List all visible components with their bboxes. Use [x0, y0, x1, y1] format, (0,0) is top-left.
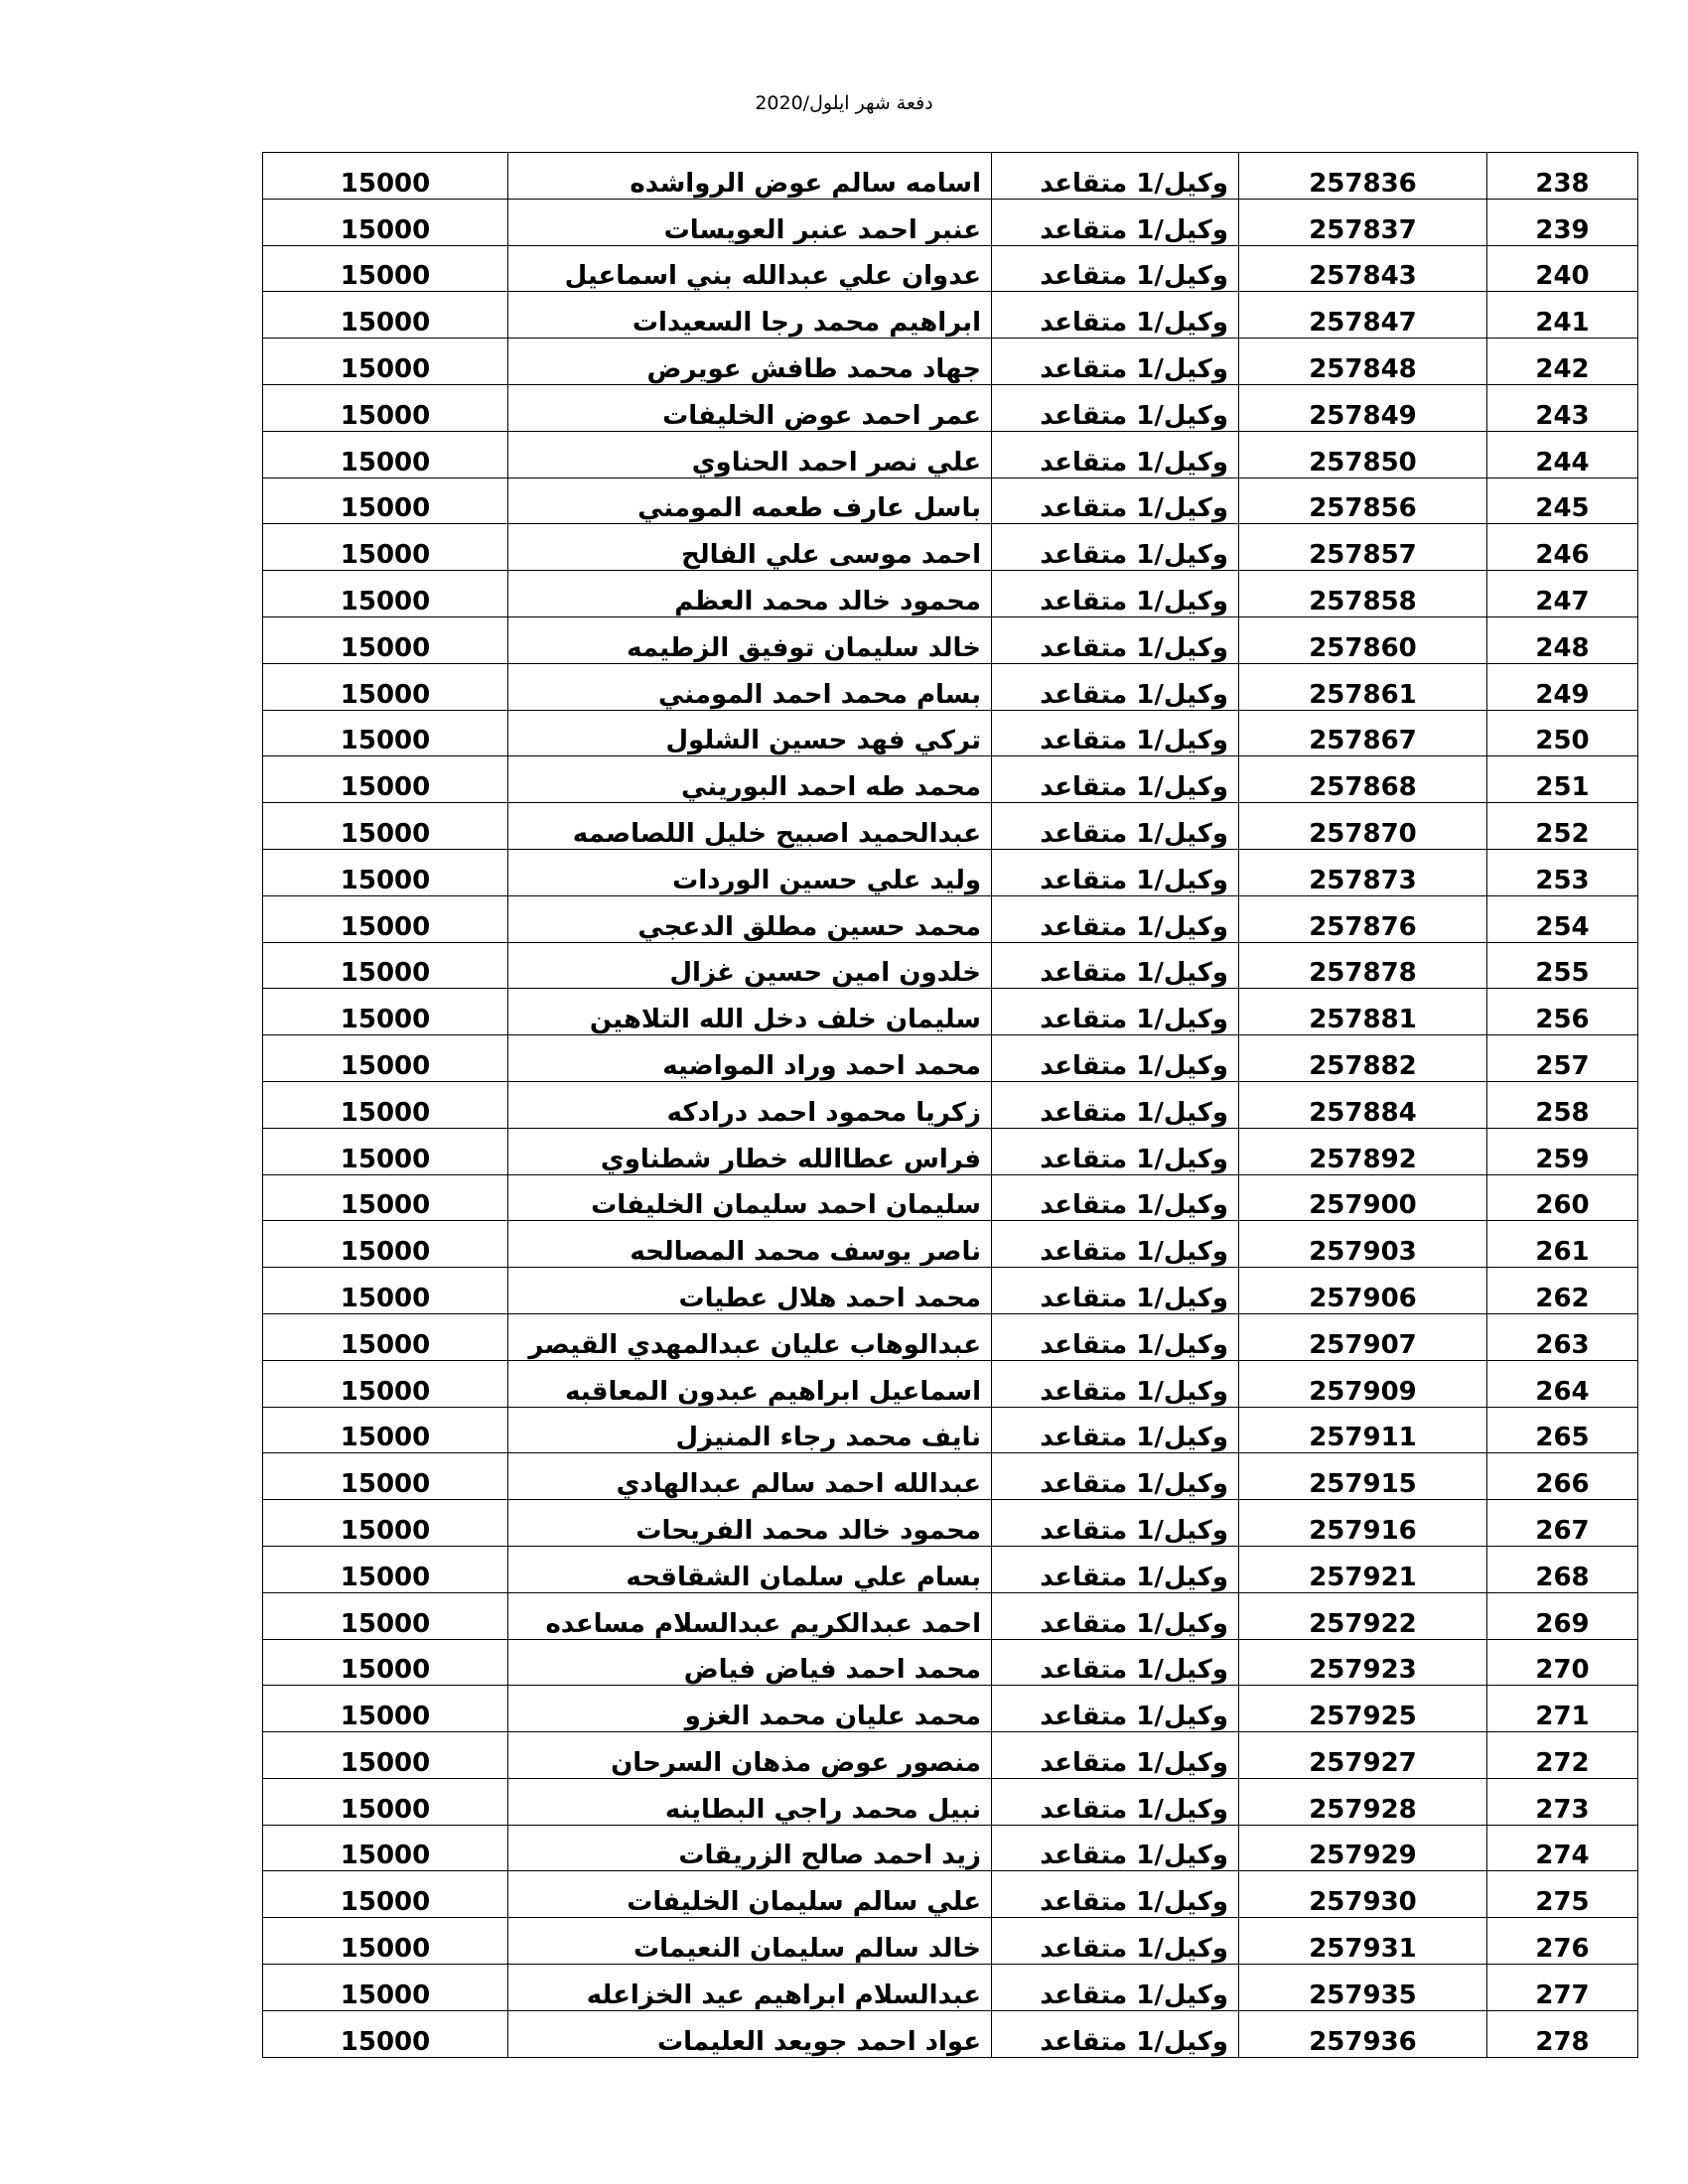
- cell-amount: 15000: [263, 1407, 508, 1453]
- cell-rank-type: وكيل/1 متقاعد: [992, 1174, 1239, 1221]
- cell-sequence: 259: [1487, 1128, 1638, 1174]
- cell-full-name: فراس عطاالله خطار شطناوي: [508, 1128, 992, 1174]
- cell-full-name: عدوان علي عبدالله بني اسماعيل: [508, 245, 992, 292]
- cell-reference-number: 257867: [1239, 710, 1487, 756]
- cell-rank-type: وكيل/1 متقاعد: [992, 1639, 1239, 1686]
- cell-full-name: محمد احمد وراد المواضيه: [508, 1035, 992, 1082]
- cell-amount: 15000: [263, 1732, 508, 1779]
- cell-rank-type: وكيل/1 متقاعد: [992, 1965, 1239, 2011]
- table-row: [263, 1639, 1638, 1686]
- cell-sequence: 258: [1487, 1081, 1638, 1128]
- cell-reference-number: 257882: [1239, 1035, 1487, 1082]
- cell-sequence: 244: [1487, 431, 1638, 478]
- cell-rank-type: وكيل/1 متقاعد: [992, 384, 1239, 431]
- cell-sequence: 278: [1487, 2010, 1638, 2057]
- cell-sequence: 274: [1487, 1825, 1638, 1871]
- cell-full-name: نايف محمد رجاء المنيزل: [508, 1407, 992, 1453]
- table-row: [263, 942, 1638, 989]
- cell-rank-type: وكيل/1 متقاعد: [992, 1778, 1239, 1825]
- cell-rank-type: وكيل/1 متقاعد: [992, 292, 1239, 339]
- table-row: [263, 1918, 1638, 1965]
- cell-amount: 15000: [263, 292, 508, 339]
- table-row: [263, 1871, 1638, 1918]
- cell-rank-type: وكيل/1 متقاعد: [992, 1732, 1239, 1779]
- cell-reference-number: 257870: [1239, 803, 1487, 850]
- cell-reference-number: 257928: [1239, 1778, 1487, 1825]
- cell-full-name: عبدالله احمد سالم عبدالهادي: [508, 1453, 992, 1500]
- table-row: [263, 1128, 1638, 1174]
- cell-full-name: محمد عليان محمد الغزو: [508, 1686, 992, 1732]
- cell-sequence: 253: [1487, 849, 1638, 895]
- table-row: [263, 1686, 1638, 1732]
- table-row: [263, 616, 1638, 663]
- cell-sequence: 240: [1487, 245, 1638, 292]
- cell-amount: 15000: [263, 1453, 508, 1500]
- cell-reference-number: 257861: [1239, 663, 1487, 710]
- cell-amount: 15000: [263, 1268, 508, 1314]
- cell-full-name: عنبر احمد عنبر العويسات: [508, 199, 992, 245]
- cell-rank-type: وكيل/1 متقاعد: [992, 431, 1239, 478]
- cell-amount: 15000: [263, 2010, 508, 2057]
- cell-rank-type: وكيل/1 متقاعد: [992, 339, 1239, 385]
- cell-amount: 15000: [263, 1128, 508, 1174]
- table-row: [263, 1174, 1638, 1221]
- cell-amount: 15000: [263, 1313, 508, 1360]
- table-row: [263, 1313, 1638, 1360]
- table-row: [263, 1081, 1638, 1128]
- cell-reference-number: 257849: [1239, 384, 1487, 431]
- cell-amount: 15000: [263, 431, 508, 478]
- cell-full-name: محمود خالد محمد الفريحات: [508, 1500, 992, 1547]
- cell-full-name: محمد طه احمد البوريني: [508, 756, 992, 803]
- table-row: [263, 1500, 1638, 1547]
- cell-full-name: محمد حسين مطلق الدعجي: [508, 895, 992, 942]
- table-row: [263, 2010, 1638, 2057]
- cell-rank-type: وكيل/1 متقاعد: [992, 1918, 1239, 1965]
- cell-full-name: باسل عارف طعمه المومني: [508, 478, 992, 524]
- cell-rank-type: وكيل/1 متقاعد: [992, 1407, 1239, 1453]
- cell-sequence: 270: [1487, 1639, 1638, 1686]
- cell-rank-type: وكيل/1 متقاعد: [992, 989, 1239, 1035]
- cell-sequence: 261: [1487, 1221, 1638, 1268]
- cell-amount: 15000: [263, 339, 508, 385]
- cell-reference-number: 257892: [1239, 1128, 1487, 1174]
- cell-amount: 15000: [263, 1871, 508, 1918]
- cell-reference-number: 257931: [1239, 1918, 1487, 1965]
- cell-full-name: جهاد محمد طافش عويرض: [508, 339, 992, 385]
- cell-sequence: 266: [1487, 1453, 1638, 1500]
- cell-full-name: سليمان احمد سليمان الخليفات: [508, 1174, 992, 1221]
- cell-sequence: 256: [1487, 989, 1638, 1035]
- cell-rank-type: وكيل/1 متقاعد: [992, 571, 1239, 617]
- cell-amount: 15000: [263, 571, 508, 617]
- cell-sequence: 275: [1487, 1871, 1638, 1918]
- cell-amount: 15000: [263, 803, 508, 850]
- cell-sequence: 255: [1487, 942, 1638, 989]
- cell-reference-number: 257837: [1239, 199, 1487, 245]
- cell-sequence: 277: [1487, 1965, 1638, 2011]
- cell-rank-type: وكيل/1 متقاعد: [992, 153, 1239, 200]
- table-row: [263, 1592, 1638, 1639]
- table-row: [263, 803, 1638, 850]
- cell-rank-type: وكيل/1 متقاعد: [992, 1686, 1239, 1732]
- cell-amount: 15000: [263, 1546, 508, 1592]
- cell-reference-number: 257915: [1239, 1453, 1487, 1500]
- cell-full-name: محمود خالد محمد العظم: [508, 571, 992, 617]
- cell-amount: 15000: [263, 524, 508, 571]
- cell-rank-type: وكيل/1 متقاعد: [992, 803, 1239, 850]
- cell-reference-number: 257848: [1239, 339, 1487, 385]
- cell-sequence: 249: [1487, 663, 1638, 710]
- cell-rank-type: وكيل/1 متقاعد: [992, 1360, 1239, 1407]
- cell-reference-number: 257856: [1239, 478, 1487, 524]
- cell-reference-number: 257868: [1239, 756, 1487, 803]
- payment-table-body: [263, 153, 1638, 2058]
- cell-amount: 15000: [263, 1592, 508, 1639]
- cell-sequence: 263: [1487, 1313, 1638, 1360]
- cell-amount: 15000: [263, 1500, 508, 1547]
- cell-reference-number: 257911: [1239, 1407, 1487, 1453]
- cell-rank-type: وكيل/1 متقاعد: [992, 942, 1239, 989]
- table-row: [263, 1825, 1638, 1871]
- cell-reference-number: 257925: [1239, 1686, 1487, 1732]
- cell-amount: 15000: [263, 895, 508, 942]
- table-row: [263, 199, 1638, 245]
- cell-sequence: 276: [1487, 1918, 1638, 1965]
- table-row: [263, 1778, 1638, 1825]
- cell-reference-number: 257909: [1239, 1360, 1487, 1407]
- table-row: [263, 849, 1638, 895]
- table-row: [263, 153, 1638, 200]
- cell-reference-number: 257927: [1239, 1732, 1487, 1779]
- page-header: [0, 91, 1688, 115]
- cell-amount: 15000: [263, 663, 508, 710]
- cell-reference-number: 257847: [1239, 292, 1487, 339]
- cell-amount: 15000: [263, 1639, 508, 1686]
- payment-table-container: [262, 152, 1590, 2058]
- cell-full-name: ابراهيم محمد رجا السعيدات: [508, 292, 992, 339]
- cell-full-name: تركي فهد حسين الشلول: [508, 710, 992, 756]
- cell-full-name: زكريا محمود احمد درادكه: [508, 1081, 992, 1128]
- table-row: [263, 756, 1638, 803]
- cell-sequence: 248: [1487, 616, 1638, 663]
- cell-sequence: 241: [1487, 292, 1638, 339]
- cell-sequence: 257: [1487, 1035, 1638, 1082]
- cell-full-name: اسامه سالم عوض الرواشده: [508, 153, 992, 200]
- cell-amount: 15000: [263, 1221, 508, 1268]
- cell-rank-type: وكيل/1 متقاعد: [992, 1128, 1239, 1174]
- cell-reference-number: 257929: [1239, 1825, 1487, 1871]
- table-row: [263, 524, 1638, 571]
- cell-full-name: اسماعيل ابراهيم عبدون المعاقبه: [508, 1360, 992, 1407]
- cell-rank-type: وكيل/1 متقاعد: [992, 756, 1239, 803]
- cell-reference-number: 257903: [1239, 1221, 1487, 1268]
- cell-rank-type: وكيل/1 متقاعد: [992, 1546, 1239, 1592]
- cell-amount: 15000: [263, 1778, 508, 1825]
- cell-amount: 15000: [263, 849, 508, 895]
- table-row: [263, 292, 1638, 339]
- cell-sequence: 268: [1487, 1546, 1638, 1592]
- table-row: [263, 663, 1638, 710]
- cell-amount: 15000: [263, 942, 508, 989]
- cell-reference-number: 257873: [1239, 849, 1487, 895]
- cell-amount: 15000: [263, 153, 508, 200]
- cell-reference-number: 257857: [1239, 524, 1487, 571]
- cell-reference-number: 257930: [1239, 1871, 1487, 1918]
- cell-full-name: عمر احمد عوض الخليفات: [508, 384, 992, 431]
- cell-amount: 15000: [263, 478, 508, 524]
- table-row: [263, 478, 1638, 524]
- table-row: [263, 1035, 1638, 1082]
- cell-full-name: نبيل محمد راجي البطاينه: [508, 1778, 992, 1825]
- cell-full-name: احمد موسى علي الفالح: [508, 524, 992, 571]
- cell-sequence: 252: [1487, 803, 1638, 850]
- cell-sequence: 264: [1487, 1360, 1638, 1407]
- cell-amount: 15000: [263, 756, 508, 803]
- table-row: [263, 245, 1638, 292]
- cell-rank-type: وكيل/1 متقاعد: [992, 663, 1239, 710]
- cell-full-name: خالد سالم سليمان النعيمات: [508, 1918, 992, 1965]
- table-row: [263, 431, 1638, 478]
- cell-rank-type: وكيل/1 متقاعد: [992, 2010, 1239, 2057]
- payment-table: [262, 152, 1638, 2058]
- cell-sequence: 267: [1487, 1500, 1638, 1547]
- cell-sequence: 273: [1487, 1778, 1638, 1825]
- cell-full-name: سليمان خلف دخل الله التلاهين: [508, 989, 992, 1035]
- cell-rank-type: وكيل/1 متقاعد: [992, 895, 1239, 942]
- cell-amount: 15000: [263, 1035, 508, 1082]
- cell-amount: 15000: [263, 1965, 508, 2011]
- cell-sequence: 265: [1487, 1407, 1638, 1453]
- cell-reference-number: 257935: [1239, 1965, 1487, 2011]
- cell-sequence: 260: [1487, 1174, 1638, 1221]
- cell-amount: 15000: [263, 710, 508, 756]
- cell-full-name: محمد احمد هلال عطيات: [508, 1268, 992, 1314]
- table-row: [263, 339, 1638, 385]
- cell-full-name: علي نصر احمد الحناوي: [508, 431, 992, 478]
- cell-sequence: 254: [1487, 895, 1638, 942]
- cell-rank-type: وكيل/1 متقاعد: [992, 199, 1239, 245]
- cell-reference-number: 257936: [1239, 2010, 1487, 2057]
- table-row: [263, 895, 1638, 942]
- cell-full-name: علي سالم سليمان الخليفات: [508, 1871, 992, 1918]
- cell-full-name: عبدالحميد اصبيح خليل اللصاصمه: [508, 803, 992, 850]
- cell-amount: 15000: [263, 199, 508, 245]
- cell-full-name: خالد سليمان توفيق الزطيمه: [508, 616, 992, 663]
- cell-reference-number: 257850: [1239, 431, 1487, 478]
- cell-rank-type: وكيل/1 متقاعد: [992, 1313, 1239, 1360]
- table-row: [263, 710, 1638, 756]
- cell-full-name: وليد علي حسين الوردات: [508, 849, 992, 895]
- cell-sequence: 247: [1487, 571, 1638, 617]
- table-row: [263, 1407, 1638, 1453]
- table-row: [263, 1268, 1638, 1314]
- cell-amount: 15000: [263, 1081, 508, 1128]
- cell-rank-type: وكيل/1 متقاعد: [992, 616, 1239, 663]
- cell-amount: 15000: [263, 245, 508, 292]
- cell-full-name: احمد عبدالكريم عبدالسلام مساعده: [508, 1592, 992, 1639]
- cell-reference-number: 257906: [1239, 1268, 1487, 1314]
- table-row: [263, 989, 1638, 1035]
- cell-sequence: 246: [1487, 524, 1638, 571]
- cell-reference-number: 257922: [1239, 1592, 1487, 1639]
- cell-reference-number: 257923: [1239, 1639, 1487, 1686]
- table-row: [263, 384, 1638, 431]
- cell-reference-number: 257860: [1239, 616, 1487, 663]
- table-row: [263, 1453, 1638, 1500]
- cell-reference-number: 257878: [1239, 942, 1487, 989]
- cell-amount: 15000: [263, 1174, 508, 1221]
- cell-reference-number: 257921: [1239, 1546, 1487, 1592]
- cell-reference-number: 257900: [1239, 1174, 1487, 1221]
- table-row: [263, 1546, 1638, 1592]
- table-row: [263, 1732, 1638, 1779]
- cell-rank-type: وكيل/1 متقاعد: [992, 1871, 1239, 1918]
- cell-sequence: 250: [1487, 710, 1638, 756]
- table-row: [263, 1221, 1638, 1268]
- cell-sequence: 262: [1487, 1268, 1638, 1314]
- cell-sequence: 239: [1487, 199, 1638, 245]
- cell-rank-type: وكيل/1 متقاعد: [992, 1035, 1239, 1082]
- cell-sequence: 271: [1487, 1686, 1638, 1732]
- cell-full-name: منصور عوض مذهان السرحان: [508, 1732, 992, 1779]
- cell-sequence: 245: [1487, 478, 1638, 524]
- cell-rank-type: وكيل/1 متقاعد: [992, 1221, 1239, 1268]
- cell-rank-type: وكيل/1 متقاعد: [992, 478, 1239, 524]
- cell-sequence: 272: [1487, 1732, 1638, 1779]
- cell-reference-number: 257881: [1239, 989, 1487, 1035]
- cell-full-name: بسام محمد احمد المومني: [508, 663, 992, 710]
- cell-full-name: محمد احمد فياض فياض: [508, 1639, 992, 1686]
- cell-rank-type: وكيل/1 متقاعد: [992, 1592, 1239, 1639]
- cell-rank-type: وكيل/1 متقاعد: [992, 524, 1239, 571]
- cell-rank-type: وكيل/1 متقاعد: [992, 1081, 1239, 1128]
- cell-sequence: 251: [1487, 756, 1638, 803]
- cell-rank-type: وكيل/1 متقاعد: [992, 1268, 1239, 1314]
- cell-rank-type: وكيل/1 متقاعد: [992, 1453, 1239, 1500]
- cell-reference-number: 257907: [1239, 1313, 1487, 1360]
- cell-reference-number: 257836: [1239, 153, 1487, 200]
- cell-full-name: خلدون امين حسين غزال: [508, 942, 992, 989]
- cell-reference-number: 257876: [1239, 895, 1487, 942]
- cell-full-name: عبدالسلام ابراهيم عيد الخزاعله: [508, 1965, 992, 2011]
- cell-sequence: 238: [1487, 153, 1638, 200]
- cell-amount: 15000: [263, 989, 508, 1035]
- cell-sequence: 242: [1487, 339, 1638, 385]
- cell-rank-type: وكيل/1 متقاعد: [992, 245, 1239, 292]
- cell-rank-type: وكيل/1 متقاعد: [992, 710, 1239, 756]
- cell-rank-type: وكيل/1 متقاعد: [992, 849, 1239, 895]
- cell-reference-number: 257884: [1239, 1081, 1487, 1128]
- cell-amount: 15000: [263, 1825, 508, 1871]
- cell-reference-number: 257916: [1239, 1500, 1487, 1547]
- cell-sequence: 269: [1487, 1592, 1638, 1639]
- page-title: دفعة شهر ايلول/2020: [755, 92, 933, 114]
- table-row: [263, 1965, 1638, 2011]
- cell-full-name: عبدالوهاب عليان عبدالمهدي القيصر: [508, 1313, 992, 1360]
- table-row: [263, 1360, 1638, 1407]
- table-row: [263, 571, 1638, 617]
- cell-full-name: بسام علي سلمان الشقاقحه: [508, 1546, 992, 1592]
- cell-reference-number: 257858: [1239, 571, 1487, 617]
- cell-amount: 15000: [263, 1918, 508, 1965]
- cell-rank-type: وكيل/1 متقاعد: [992, 1500, 1239, 1547]
- cell-rank-type: وكيل/1 متقاعد: [992, 1825, 1239, 1871]
- cell-full-name: ناصر يوسف محمد المصالحه: [508, 1221, 992, 1268]
- cell-full-name: زيد احمد صالح الزريقات: [508, 1825, 992, 1871]
- cell-amount: 15000: [263, 616, 508, 663]
- cell-full-name: عواد احمد جويعد العليمات: [508, 2010, 992, 2057]
- cell-sequence: 243: [1487, 384, 1638, 431]
- cell-reference-number: 257843: [1239, 245, 1487, 292]
- cell-amount: 15000: [263, 384, 508, 431]
- cell-amount: 15000: [263, 1686, 508, 1732]
- cell-amount: 15000: [263, 1360, 508, 1407]
